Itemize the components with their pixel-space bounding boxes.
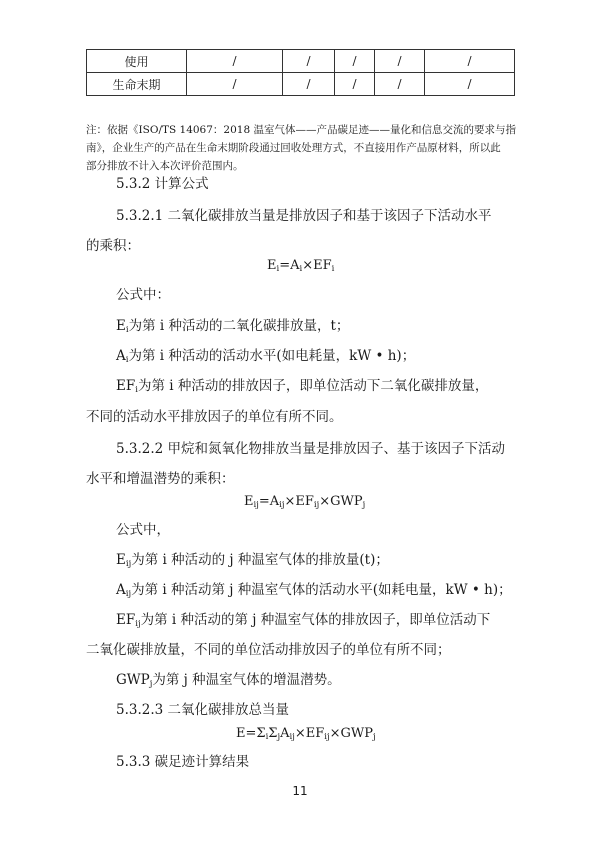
formula-ch4-n2o: [244, 494, 365, 509]
formula-sub: i: [299, 264, 303, 274]
symbol-sub: i: [125, 355, 129, 365]
symbol-sub: j: [149, 679, 153, 689]
formula-part: E: [244, 494, 254, 509]
table-row: [87, 73, 515, 96]
formula-part: E=Σ: [236, 726, 266, 741]
definition-line: [116, 374, 488, 394]
formula-part: Σ: [268, 726, 278, 741]
definition-line: 不同的活动水平排放因子的单位有所不同。: [86, 409, 343, 425]
symbol: GWP: [116, 672, 150, 688]
symbol: A: [116, 582, 126, 598]
symbol: EF: [116, 378, 136, 394]
symbol: E: [116, 552, 126, 568]
definition-text: 为第 i 种活动的活动水平(如电耗量，kW • h)；: [128, 348, 416, 364]
symbol: E: [116, 318, 126, 334]
formula-part: ×EF: [302, 258, 332, 273]
formula-part: ×EF: [284, 494, 314, 509]
formula-part: ×GWP: [319, 494, 363, 509]
symbol-sub: i: [125, 325, 129, 335]
formula-sub: ij: [253, 500, 259, 510]
table-cell: /: [425, 50, 515, 73]
table-cell: /: [375, 73, 425, 96]
section-heading-5-3-2-3: 5.3.2.3 二氧化碳排放总当量: [116, 702, 290, 718]
symbol-sub: ij: [125, 559, 132, 569]
symbol-sub: i: [135, 385, 138, 395]
definition-text: 为第 i 种活动的第 j 种温室气体的排放因子，即单位活动下: [140, 612, 491, 628]
table-cell: /: [375, 50, 425, 73]
formula-sub: j: [277, 732, 281, 742]
formula-part: =A: [279, 258, 300, 273]
note-line: 注：依据《ISO/TS 14067：2018 温室气体——产品碳足迹——量化和信息交流的要求与指: [86, 124, 516, 136]
formula-sub: ij: [324, 732, 330, 742]
table-cell: /: [283, 50, 335, 73]
definition-text: 为第 i 种活动的排放因子，即单位活动下二氧化碳排放量，: [137, 378, 489, 394]
formula-sub: ij: [279, 500, 285, 510]
definition-line: 二氧化碳排放量，不同的单位活动排放因子的单位有所不同；: [86, 642, 451, 658]
lifecycle-table: [86, 49, 515, 96]
formula-total: [236, 726, 376, 741]
table-cell: /: [335, 73, 375, 96]
definition-line: [116, 578, 512, 598]
where-label: 公式中，: [116, 522, 170, 538]
where-label: 公式中：: [116, 287, 170, 303]
formula-sub: ij: [289, 732, 295, 742]
formula-sub: i: [265, 732, 269, 742]
paragraph-line: 水平和增温潜势的乘积：: [86, 471, 235, 487]
definition-line: [116, 344, 415, 364]
formula-sub: j: [362, 500, 366, 510]
formula-part: ×EF: [294, 726, 325, 741]
definition-line: [116, 668, 341, 688]
section-heading-5-3-3: 5.3.3 碳足迹计算结果: [116, 754, 250, 770]
formula-sub: j: [373, 732, 376, 742]
formula-part: ×GWP: [329, 726, 374, 741]
formula-sub: i: [331, 264, 335, 274]
table-row: [87, 50, 515, 73]
formula-sub: i: [276, 264, 280, 274]
formula-part: A: [280, 726, 290, 741]
table-cell: /: [187, 50, 283, 73]
note-line: 部分排放不计入本次评价范围内。: [86, 160, 244, 172]
table-cell: /: [187, 73, 283, 96]
formula-part: =A: [258, 494, 280, 509]
page-number: 11: [292, 784, 308, 798]
paragraph-line: 的乘积：: [86, 238, 140, 254]
definition-text: 为第 i 种活动的 j 种温室气体的排放量(t)；: [131, 552, 389, 568]
section-heading-5-3-2: 5.3.2 计算公式: [116, 176, 209, 192]
table-cell: /: [335, 50, 375, 73]
paragraph-line: 5.3.2.1 二氧化碳排放当量是排放因子和基于该因子下活动水平: [116, 208, 492, 224]
symbol-sub: ij: [125, 589, 132, 599]
table-cell: /: [425, 73, 515, 96]
paragraph-line: 5.3.2.2 甲烷和氮氧化物排放当量是排放因子、基于该因子下活动: [116, 441, 506, 457]
formula-part: E: [267, 258, 277, 273]
table-cell-label: 生命末期: [87, 73, 187, 96]
formula-sub: ij: [313, 500, 320, 510]
symbol: EF: [116, 612, 136, 628]
definition-line: [116, 608, 490, 628]
definition-text: 为第 i 种活动第 j 种温室气体的活动水平(如耗电量，kW • h)；: [131, 582, 512, 598]
table-note: [86, 121, 516, 175]
table-cell: /: [283, 73, 335, 96]
definition-line: [116, 314, 349, 334]
symbol: A: [116, 348, 126, 364]
note-line: 南》，企业生产的产品在生命末期阶段通过回收处理方式，不直接用作产品原材料，所以此: [86, 142, 501, 154]
definition-text: 为第 j 种温室气体的增温潜势。: [152, 672, 341, 688]
symbol-sub: ij: [135, 619, 141, 629]
definition-text: 为第 i 种活动的二氧化碳排放量，t；: [128, 318, 350, 334]
formula-co2: [267, 258, 334, 273]
definition-line: [116, 548, 389, 568]
table-cell-label: 使用: [87, 50, 187, 73]
